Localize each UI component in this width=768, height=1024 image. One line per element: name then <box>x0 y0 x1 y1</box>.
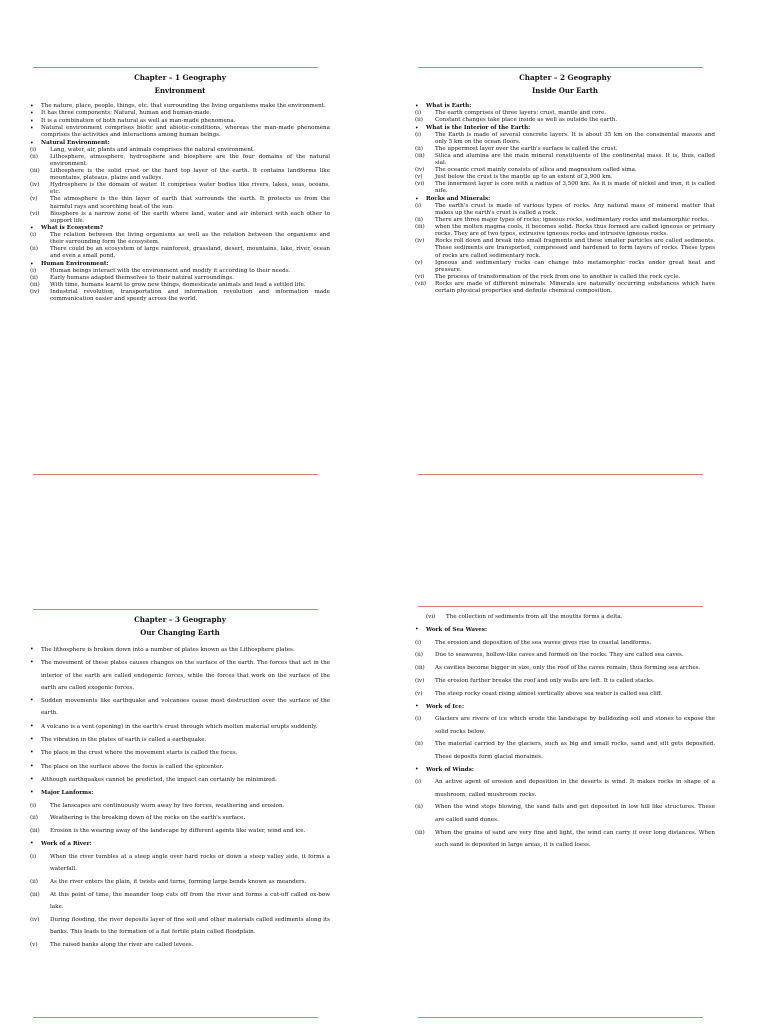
sub-list-item <box>415 174 715 181</box>
roman-numeral: (i) <box>415 131 422 138</box>
sub-list <box>30 268 330 303</box>
sub-item-text: Early humans adapted themselves to their natural surroundings. <box>50 275 234 282</box>
sub-item-text: The Earth is made of several concrete layers. It is about 35 km on the consinental masses and only 5 km on the ocean floors. <box>435 131 715 145</box>
roman-numeral: (i) <box>415 202 422 209</box>
sub-list <box>30 232 330 260</box>
sub-list-item <box>415 181 715 195</box>
bullet-item <box>30 721 330 733</box>
sub-item-text: At this point of time, the meander loop cuts off from the river and forms a cut-off called ox-bow lake. <box>50 891 330 910</box>
sub-list-item <box>30 876 330 888</box>
section-heading: Work of a River: <box>41 841 92 848</box>
sub-item-text: Igneous and sedimentary rocks can change into metamorphic rocks under great heat and pressure. <box>435 259 715 273</box>
section-heading: Work of Sea Waves: <box>426 627 488 634</box>
sub-item-text: When the grains of sand are very fine and light, the wind can carry it over long distances. When such sand is deposited in large areas, it is called loess. <box>435 829 715 848</box>
bullet-item <box>415 624 715 700</box>
bullet-item <box>30 110 330 117</box>
sub-list-item <box>415 217 715 224</box>
sub-item-text: The collection of sediments from all the mouths forms a delta. <box>446 614 623 620</box>
bullet-item <box>30 103 330 110</box>
section-heading: What is the Interior of the Earth: <box>426 124 531 131</box>
sub-item-text: Lithosphere, atmosphere, hydrosphere and biosphere are the four domains of the natural environment. <box>50 153 330 167</box>
page2-top-rule <box>418 67 703 68</box>
sub-item-text: With time, humans learnt to grow new things, domesticate animals and lead a settled life. <box>50 282 306 289</box>
sub-list-item <box>30 147 330 154</box>
sub-list-item <box>415 117 715 124</box>
sub-list <box>30 851 330 951</box>
page-3-list <box>30 644 330 951</box>
bullet-item <box>30 695 330 720</box>
roman-numeral: (vi) <box>415 273 425 280</box>
sub-list-item <box>415 153 715 167</box>
sub-item-text: Silica and alumina are the main mineral constituents of the continental mass. It is, thus, called sial. <box>435 152 715 167</box>
sub-list <box>415 110 715 124</box>
roman-numeral: (i) <box>30 853 37 860</box>
bullet-text: The vibration in the plates of earth is called a earthquake. <box>41 737 207 744</box>
bullet-text: Although earthquakes cannot be predicted, the impact can certainly be minimized. <box>41 776 277 783</box>
sub-item-text: The process of transformation of the rock from one to another is called the rock cycle. <box>435 273 681 280</box>
sub-list-item <box>415 238 715 259</box>
roman-numeral: (i) <box>415 779 422 786</box>
sub-item-text: Glaciers are rivers of ice which erode the landscape by bulldozing soil and stones to expose the solid rocks below. <box>435 716 715 735</box>
bullet-item <box>30 118 330 125</box>
sub-item-text: Rocks are made of different minerals. Minerals are naturally occurring substances which have certain physical properties and definite chemical composition. <box>435 280 715 295</box>
roman-numeral: (ii) <box>415 217 423 224</box>
bullet-text: Sudden movements like earthquake and volcanoes cause most destruction over the surface of the earth. <box>41 698 330 717</box>
sub-list <box>30 800 330 838</box>
bullet-item <box>30 261 330 304</box>
sub-list-item <box>30 182 330 196</box>
sub-item-text: The earth comprises of three layers: crust, mantle and core. <box>435 110 606 117</box>
page-1 <box>30 73 330 303</box>
section-heading: Major Lanforms: <box>41 790 94 797</box>
sub-item-text: As cavities become bigger in size, only the roof of the caves remain, thus forming sea arches. <box>435 665 701 672</box>
sub-list-item <box>30 196 330 210</box>
roman-numeral: (vi) <box>30 210 40 217</box>
page-2-list <box>415 103 715 295</box>
sub-item-text: The atmosphere is the thin layer of earth that surrounds the earth. It protects us from the harmful rays and scorching heat of the sun. <box>50 196 330 210</box>
bullet-item <box>415 103 715 124</box>
bullet-text: The lithosphere is broken down into a number of plates known as the Lithosphere plates. <box>41 647 295 653</box>
bullet-item <box>30 125 330 139</box>
page-1-subtitle: Environment <box>154 86 206 95</box>
roman-numeral: (i) <box>30 802 37 809</box>
roman-numeral: (i) <box>415 716 422 723</box>
section-heading: What is Ecosystem? <box>41 225 104 232</box>
sub-item-text: The material carried by the glaciers, such as big and small rocks, sand and silt gets deposited. These deposits form glacial moraines. <box>435 741 715 760</box>
bullet-text: It is a combination of both natural as well as man-made phenomena. <box>41 117 236 124</box>
roman-numeral: (iv) <box>30 916 40 923</box>
page1-bottom-rule <box>33 474 318 475</box>
sub-list-item <box>30 232 330 246</box>
sub-item-text: Lang, water, air, plants and animals comprises the natural environment. <box>50 146 255 153</box>
roman-numeral: (iv) <box>415 238 425 245</box>
sub-list <box>415 713 715 763</box>
bullet-item <box>415 125 715 196</box>
page-2 <box>415 73 715 295</box>
sub-list-item <box>30 282 330 289</box>
roman-numeral: (ii) <box>415 145 423 152</box>
sub-list-item <box>415 637 715 649</box>
bullet-text: It has three components: Natural, human and human-made. <box>41 110 212 117</box>
sub-item-text: Due to seawaves, hollow-like caves and formed on the rocks. They are called sea caves. <box>435 652 684 659</box>
roman-numeral: (iii) <box>30 168 40 175</box>
sub-item-text: Weathering is the breaking down of the rocks on the earth's surface. <box>50 815 246 822</box>
roman-numeral: (vii) <box>415 280 427 287</box>
sub-item-text: Constant changes take place inside as well as outside the earth. <box>435 117 618 124</box>
sub-list-item <box>30 851 330 876</box>
roman-numeral: (ii) <box>30 275 38 282</box>
roman-numeral: (iii) <box>415 829 425 836</box>
sub-item-text: The innermost layer is core with a radius of 3,500 km. As it is made of nickel and iron, it is called nife. <box>435 181 715 195</box>
sub-item-text: Rocks roll down and break into small fragments and these smaller particles are called sediments. These sediments are transported, compressed and hardened to form layers of rocks. These types of rocks are called sedimentary rock. <box>435 238 715 259</box>
roman-numeral: (ii) <box>30 246 38 253</box>
sub-list-item <box>415 274 715 281</box>
sub-list-item <box>415 738 715 763</box>
sub-list <box>415 637 715 700</box>
sub-list <box>415 132 715 196</box>
sub-list-item <box>30 889 330 914</box>
sub-item-text: The relation between the living organisms as well as the relation between the organisms and their surrounding form the ecosystem. <box>50 232 330 246</box>
sub-item-text: When the wind stops blowing, the sand falls and get deposited in low hill like structures. These are called sand dunes. <box>435 804 715 823</box>
sub-list-item <box>30 812 330 824</box>
sub-list-item <box>415 649 715 661</box>
roman-numeral: (v) <box>30 941 38 948</box>
sub-list-item <box>415 132 715 146</box>
sub-list <box>30 147 330 225</box>
sub-list-item <box>30 168 330 182</box>
sub-item-text: Biosphere is a narrow zone of the earth where land, water and air interact with each other to support life. <box>50 210 330 224</box>
bullet-text: Natural environment comprises biotic and abiotic-conditions, whereas the man-made phenomena comprises the activities and interactions among human beings. <box>41 125 330 139</box>
roman-numeral: (iii) <box>30 282 40 289</box>
sub-item-text: The steep rocky coast rising almost vertically above sea water is called sea cliff. <box>435 690 663 697</box>
roman-numeral: (ii) <box>415 652 423 659</box>
page-4-continued-list <box>415 611 715 623</box>
bullet-item <box>30 225 330 260</box>
section-heading: Work of Winds: <box>426 767 474 774</box>
sub-item-text: There could be an ecosystem of large rainforest, grassland, desert, mountains, lake, river, ocean and even a small pond. <box>50 246 330 260</box>
section-heading: What is Earth: <box>426 103 472 109</box>
roman-numeral: (ii) <box>30 815 38 822</box>
page2-bottom-rule <box>418 474 703 475</box>
page-4 <box>415 611 715 852</box>
sub-list-item <box>30 914 330 939</box>
sub-item-text: The raised banks along the river are called levees. <box>50 941 194 948</box>
section-heading: Work of Ice: <box>426 704 465 711</box>
page-3 <box>30 615 330 952</box>
roman-numeral: (i) <box>415 110 422 117</box>
bullet-item <box>30 644 330 656</box>
sub-item-text: During flooding, the river deposits layer of fine soil and other materials called sediments along its banks. This leads to the formation of a flat fertile plain called floodplain. <box>50 916 330 936</box>
roman-numeral: (iv) <box>30 289 40 296</box>
sub-list-item <box>30 275 330 282</box>
sub-item-text: The earth's crust is made of various types of rocks. Any natural mass of mineral matter that makes up the earth's crust is called a rock. <box>435 202 715 216</box>
roman-numeral: (iii) <box>30 891 40 898</box>
page3-bottom-rule <box>33 1017 318 1018</box>
sub-list-item <box>415 203 715 217</box>
bullet-item <box>415 196 715 295</box>
page-4-list <box>415 624 715 851</box>
page3-top-rule <box>33 609 318 610</box>
roman-numeral: (iv) <box>415 677 425 684</box>
roman-numeral: (i) <box>30 267 37 274</box>
page4-top-rule <box>418 606 703 607</box>
roman-numeral: (iv) <box>415 167 425 174</box>
bullet-item <box>30 774 330 786</box>
roman-numeral: (ii) <box>30 153 38 160</box>
sub-list-item <box>415 827 715 852</box>
page4-bottom-rule <box>418 1017 703 1018</box>
sub-list-item <box>30 154 330 168</box>
roman-numeral: (i) <box>30 146 37 153</box>
section-heading: Natural Environment: <box>41 139 110 146</box>
page1-top-rule <box>33 67 318 68</box>
sub-list-item <box>30 289 330 303</box>
bullet-item <box>415 701 715 763</box>
sub-item-text: When the river tumbles at a steep angle over hard rocks or down a steep valley side, it forms a waterfall. <box>50 853 330 873</box>
page-2-title: Chapter – 2 Geography <box>519 73 611 82</box>
bullet-item <box>30 838 330 951</box>
sub-list-item <box>415 281 715 295</box>
roman-numeral: (ii) <box>415 741 423 748</box>
sub-list-item <box>415 801 715 826</box>
sub-list-item <box>415 224 715 238</box>
sub-list <box>415 776 715 851</box>
bullet-text: The nature, place, people, things, etc. that surrounding the living organisms make the environment. <box>41 103 326 109</box>
bullet-item <box>30 747 330 759</box>
sub-item-text: Human beings interact with the environment and modify it according to their needs. <box>50 267 291 274</box>
roman-numeral: (iii) <box>415 152 425 159</box>
sub-list <box>415 203 715 295</box>
roman-numeral: (v) <box>415 259 423 266</box>
roman-numeral: (i) <box>415 639 422 646</box>
roman-numeral: (iv) <box>30 182 40 189</box>
roman-numeral: (iii) <box>30 828 40 835</box>
sub-item-text: There are three major types of rocks; igneous rocks, sedimentary rocks and metamorphic rocks. <box>435 217 709 224</box>
sub-item-text: Lithosphere is the solid crust or the hard top layer of the earth. It contains landforms like mountains, plateaus, plains and valleys. <box>50 168 330 182</box>
page-1-title: Chapter – 1 Geography <box>134 73 226 82</box>
sub-list-item <box>415 167 715 174</box>
bullet-text: A volcano is a vent (opening) in the earth's crust through which molten material erupts suddenly. <box>41 723 318 730</box>
sub-item-text: The erosion further breaks the roof and only walls are left. It is called stacks. <box>435 677 655 684</box>
sub-item-text: The oceanic crust mainly consists of silica and magnesium called sima. <box>435 167 637 174</box>
sub-list-item <box>415 662 715 674</box>
sub-list-item <box>30 211 330 225</box>
sub-item-text: when the molten magma cools, it becomes solid. Rocks thus formed are called igneous or primary rocks. They are of two types, extrusive igneous rocks and intrusive igneous rocks. <box>435 224 715 238</box>
sub-list-item <box>415 260 715 274</box>
section-heading: Human Environment: <box>41 260 109 267</box>
page-3-title: Chapter – 3 Geography <box>134 615 226 624</box>
sub-list-item <box>30 939 330 951</box>
sub-list-item <box>415 146 715 153</box>
sub-item-text: Just below the crust is the mantle up to an extent of 2,900 km. <box>435 174 613 181</box>
roman-numeral: (ii) <box>415 117 423 124</box>
sub-list-item <box>30 800 330 812</box>
bullet-text: The place in the crust where the movement starts is called the focus. <box>41 750 238 757</box>
sub-list-item <box>415 688 715 700</box>
sub-list-item <box>415 776 715 801</box>
roman-numeral: (v) <box>415 174 423 181</box>
roman-numeral: (ii) <box>30 878 38 885</box>
sub-list-item <box>415 675 715 687</box>
bullet-item <box>30 140 330 225</box>
roman-numeral: (vi) <box>426 614 436 620</box>
sub-list-item <box>30 246 330 260</box>
sub-item-text: The lanscapes are continuously worn away by two forces, weathering and erosion. <box>50 802 285 809</box>
section-heading: Rocks and Minerals: <box>426 195 491 202</box>
bullet-item <box>30 657 330 694</box>
bullet-text: The place on the surface above the focus is called the epicenter. <box>41 763 224 770</box>
sub-list-item <box>426 611 715 623</box>
sub-list-item <box>415 110 715 117</box>
sub-item-text: The uppermost layer over the earth's surface is called the crust. <box>435 145 618 152</box>
roman-numeral: (i) <box>30 232 37 239</box>
sub-item-text: An active agent of erosion and deposition in the deserts is wind. It makes rocks in shape of a mushroom, called mushroom rocks. <box>435 779 715 798</box>
sub-list-item <box>415 713 715 738</box>
sub-item-text: Erosion is the wearing away of the landscape by different agents like water, wind and ice. <box>50 828 306 835</box>
page-1-list <box>30 103 330 303</box>
roman-numeral: (vi) <box>415 181 425 188</box>
bullet-item <box>30 761 330 773</box>
sub-item-text: Industrial revolution, transportation and information revolution and information made communication easier and speedy across the world. <box>50 289 330 303</box>
roman-numeral: (v) <box>415 690 423 697</box>
page-2-subtitle: Inside Our Earth <box>532 86 598 95</box>
roman-numeral: (iii) <box>415 665 425 672</box>
sub-list-item <box>30 825 330 837</box>
roman-numeral: (ii) <box>415 804 423 811</box>
bullet-item <box>30 734 330 746</box>
bullet-item <box>415 764 715 851</box>
bullet-item <box>30 787 330 837</box>
sub-item-text: As the river enters the plain, it twists and turns, forming large bends known as meanders. <box>50 878 307 885</box>
bullet-text: The movement of these plates causes changes on the surface of the earth. The forces that act in the interior of the earth are called endogenic forces, while the forces that work on the surface of the earth are called exogenic forces. <box>41 660 330 691</box>
sub-list-item <box>30 268 330 275</box>
page-3-subtitle: Our Changing Earth <box>140 628 220 637</box>
sub-item-text: Hydrosphere is the domain of water. It comprises water bodies like rivers, lakes, seas, oceans, etc. <box>50 182 330 196</box>
roman-numeral: (iii) <box>415 224 425 231</box>
roman-numeral: (v) <box>30 196 38 203</box>
sub-item-text: The erosion and deposition of the sea waves gives rise to coastal landforms. <box>435 639 651 646</box>
